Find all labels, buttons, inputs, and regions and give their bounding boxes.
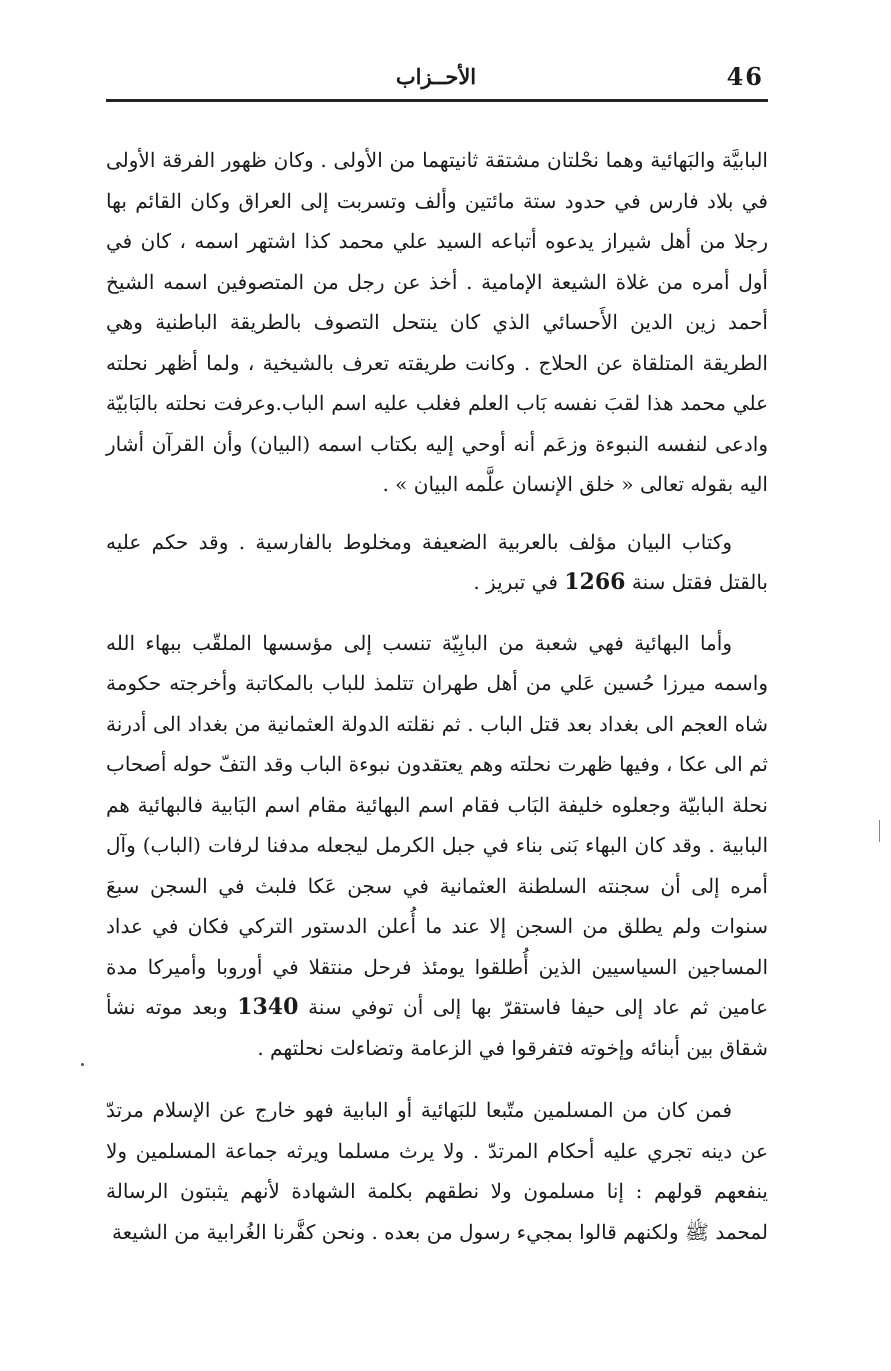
paragraph-bahaism bbox=[106, 623, 768, 1069]
page-body bbox=[106, 140, 768, 1252]
scan-dot-mark bbox=[81, 1063, 84, 1066]
paragraph-babism: البابيَّة والبَهائية وهما نحْلتان مشتقة ثانيتهما من الأولى . وكان ظهور الفرقة الأولى في بلاد فارس في حدود ستة مائتين وألف وتسربت إلى العراق وكان القائم بها رجلا من أهل شيراز يدعوه أتباعه السيد علي محمد كذا اشتهر اسمه ، كان في أول أمره من غلاة الشيعة الإمامية . أخذ عن رجل من المتصوفين اسمه الشيخ أحمد زين الدين الأَحسائي الذي كان ينتحل التصوف بالطريقة الباطنية وهي الطريقة المتلقاة عن الحلاج . وكانت طريقته تعرف بالشيخية ، ولما أظهر نحلته علي محمد هذا لقبَ نفسه بَاب العلم فغلب عليه اسم الباب.وعرفت نحلته بالبَابيّة وادعى لنفسه النبوءة وزعَم أنه أوحي إليه بكتاب اسمه (البيان) وأن القرآن أشار اليه بقوله تعالى « خلق الإنسان علَّمه البيان » . bbox=[106, 148, 768, 496]
page-header bbox=[106, 56, 766, 100]
paragraph-text: وأما البهائية فهي شعبة من البابِيّة تنسب إلى مؤسسها الملقّب ببهاء الله واسمه ميرزا حُسين عَلي من أهل طهران تتلمذ للباب بالمكاتبة وأخرجته حكومة شاه العجم الى بغداد بعد قتل الباب . ثم نقلته الدولة العثمانية من بغداد الى أدرنة ثم الى عكا ، وفيها ظهرت نحلته وهم يعتقدون نبوءة الباب وقد التفّ حوله أصحاب نحلة البابيّة وجعلوه خليفة البَاب فقام اسم البهائية مقام اسم البَابية فالبهائية هم البابية . وقد كان البهاء بَنى بناء في جبل الكرمل ليجعله مدفنا لرفات (الباب) وآل أمره إلى أن سجنته السلطنة العثمانية في سجن عَكا فلبث في السجن سبعَ سنوات ولم يطلق من السجن إلا عند ما أُعلن الدستور التركي فكان في عداد المساجين السياسيين الذين أُطلقوا يومئذ فرحل منتقلا في أوروبا وأميركا مدة عامين ثم عاد إلى حيفا فاستقرّ بها إلى أن توفي سنة bbox=[106, 630, 768, 1019]
paragraph-text: وكتاب البيان مؤلف بالعربية الضعيفة ومخلوط بالفارسية . وقد حكم عليه بالقتل فقتل سنة bbox=[106, 529, 768, 594]
paragraph-gap bbox=[106, 1068, 768, 1090]
year-number: 1340 bbox=[237, 994, 299, 1020]
paragraph-gap bbox=[106, 603, 768, 623]
scan-margin-mark bbox=[879, 820, 880, 842]
year-number: 1266 bbox=[564, 569, 626, 595]
paragraph-ruling: فمن كان من المسلمين متّبعا للبَهائية أو البابية فهو خارج عن الإسلام مرتدّ عن دينه تجري عليه أحكام المرتدّ . ولا يرث مسلما ويرثه جماعة المسلمين ولا ينفعهم قولهم : إنا مسلمون ولا نطقهم بكلمة الشهادة لأنهم يثبتون الرسالة لمحمد ﷺ ولكنهم قالوا بمجيء رسول من بعده . ونحن كفَّرنا الغُرابية من الشيعة bbox=[106, 1098, 768, 1244]
paragraph-gap bbox=[106, 505, 768, 522]
paragraph-text: وبعد موته نشأ شقاق بين أبنائه وإخوته فتفرقوا في الزعامة وتضاءلت نحلتهم . bbox=[106, 995, 768, 1060]
page-number: 46 bbox=[726, 62, 764, 91]
running-title: الأحــزاب bbox=[395, 64, 477, 89]
header-rule bbox=[106, 99, 768, 102]
paragraph-text: في تبريز . bbox=[473, 570, 558, 594]
paragraph-bayan-book bbox=[106, 522, 768, 603]
